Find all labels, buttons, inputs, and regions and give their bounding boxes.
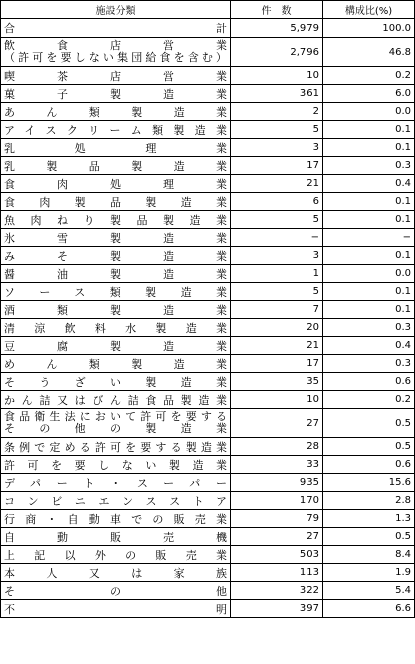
table-row — [1, 355, 415, 373]
ratio-cell: 1.9 — [323, 564, 415, 582]
table-row — [1, 528, 415, 546]
facility-name-cell: デパート・スーパー — [1, 474, 231, 492]
count-cell: 3 — [231, 139, 323, 157]
count-cell: 3 — [231, 247, 323, 265]
ratio-cell: 2.8 — [323, 492, 415, 510]
count-cell: 21 — [231, 337, 323, 355]
count-cell: 5 — [231, 283, 323, 301]
count-cell: 27 — [231, 409, 323, 438]
header-facility: 施設分類 — [1, 1, 231, 19]
table-row — [1, 121, 415, 139]
facility-name-cell: ソース類製造業 — [1, 283, 231, 301]
count-cell: 1 — [231, 265, 323, 283]
ratio-cell: 0.5 — [323, 528, 415, 546]
count-cell: 5 — [231, 121, 323, 139]
facility-name-cell: 菓子製造業 — [1, 85, 231, 103]
header-ratio: 構成比(%) — [323, 1, 415, 19]
table-row — [1, 103, 415, 121]
ratio-cell: 0.5 — [323, 409, 415, 438]
count-cell: 5,979 — [231, 19, 323, 38]
facility-name-cell: 氷雪製造業 — [1, 229, 231, 247]
ratio-cell: 0.3 — [323, 157, 415, 175]
facility-name-cell: 条例で定める許可を要する製造業 — [1, 438, 231, 456]
ratio-cell: − — [323, 229, 415, 247]
ratio-cell: 0.4 — [323, 175, 415, 193]
facility-name-cell: あん類製造業 — [1, 103, 231, 121]
table-body — [1, 19, 415, 618]
table-row — [1, 301, 415, 319]
count-cell: 7 — [231, 301, 323, 319]
ratio-cell: 0.3 — [323, 355, 415, 373]
table-row — [1, 391, 415, 409]
table-row — [1, 247, 415, 265]
table-row — [1, 85, 415, 103]
facility-name-cell: かん詰又はびん詰食品製造業 — [1, 391, 231, 409]
ratio-cell: 0.4 — [323, 337, 415, 355]
ratio-cell: 8.4 — [323, 546, 415, 564]
count-cell: 17 — [231, 157, 323, 175]
count-cell: 322 — [231, 582, 323, 600]
ratio-cell: 0.6 — [323, 373, 415, 391]
table-row — [1, 19, 415, 38]
table-row — [1, 38, 415, 67]
count-cell: 10 — [231, 67, 323, 85]
count-cell: 397 — [231, 600, 323, 618]
facility-name-cell: 魚肉ねり製品製造業 — [1, 211, 231, 229]
count-cell: 20 — [231, 319, 323, 337]
table-row — [1, 193, 415, 211]
count-cell: 33 — [231, 456, 323, 474]
table-row — [1, 564, 415, 582]
table-row — [1, 600, 415, 618]
ratio-cell: 0.2 — [323, 67, 415, 85]
facility-name-cell: その他 — [1, 582, 231, 600]
ratio-cell: 0.0 — [323, 103, 415, 121]
table-row — [1, 157, 415, 175]
count-cell: 113 — [231, 564, 323, 582]
facility-name-cell: 乳製品製造業 — [1, 157, 231, 175]
count-cell: 35 — [231, 373, 323, 391]
ratio-cell: 0.6 — [323, 456, 415, 474]
ratio-cell: 0.1 — [323, 247, 415, 265]
count-cell: 10 — [231, 391, 323, 409]
table-row — [1, 265, 415, 283]
table-row — [1, 474, 415, 492]
facility-name-cell: 合計 — [1, 19, 231, 38]
ratio-cell: 6.6 — [323, 600, 415, 618]
table-row — [1, 175, 415, 193]
facility-name-cell: 許可を要しない製造業 — [1, 456, 231, 474]
ratio-cell: 46.8 — [323, 38, 415, 67]
facility-name-cell: 行商・自動車での販売業 — [1, 510, 231, 528]
count-cell: 27 — [231, 528, 323, 546]
ratio-cell: 0.0 — [323, 265, 415, 283]
count-cell: 2 — [231, 103, 323, 121]
ratio-cell: 6.0 — [323, 85, 415, 103]
table-row — [1, 510, 415, 528]
facility-name-cell: 醤油製造業 — [1, 265, 231, 283]
ratio-cell: 0.1 — [323, 193, 415, 211]
ratio-cell: 0.2 — [323, 391, 415, 409]
facility-name-cell: 不明 — [1, 600, 231, 618]
facility-name-cell: コンビニエンスストア — [1, 492, 231, 510]
ratio-cell: 0.1 — [323, 211, 415, 229]
count-cell: 935 — [231, 474, 323, 492]
table-row — [1, 337, 415, 355]
facility-name-cell: アイスクリーム類製造業 — [1, 121, 231, 139]
ratio-cell: 0.1 — [323, 121, 415, 139]
table-row — [1, 229, 415, 247]
table-row — [1, 582, 415, 600]
ratio-cell: 5.4 — [323, 582, 415, 600]
count-cell: − — [231, 229, 323, 247]
ratio-cell: 0.1 — [323, 139, 415, 157]
table-row — [1, 492, 415, 510]
count-cell: 5 — [231, 211, 323, 229]
count-cell: 21 — [231, 175, 323, 193]
table-row — [1, 319, 415, 337]
count-cell: 503 — [231, 546, 323, 564]
ratio-cell: 0.1 — [323, 283, 415, 301]
count-cell: 79 — [231, 510, 323, 528]
ratio-cell: 0.1 — [323, 301, 415, 319]
facility-name-cell: 本人又は家族 — [1, 564, 231, 582]
count-cell: 170 — [231, 492, 323, 510]
table-row — [1, 456, 415, 474]
ratio-cell: 0.5 — [323, 438, 415, 456]
count-cell: 17 — [231, 355, 323, 373]
facility-name-cell: 豆腐製造業 — [1, 337, 231, 355]
table-row — [1, 283, 415, 301]
header-row — [1, 1, 415, 19]
facility-name-cell: 清涼飲料水製造業 — [1, 319, 231, 337]
facility-name-cell: 喫茶店営業 — [1, 67, 231, 85]
facility-name-cell: 自動販売機 — [1, 528, 231, 546]
facility-name-cell: 食肉製品製造業 — [1, 193, 231, 211]
table-row — [1, 546, 415, 564]
facility-name-cell: 飲食店営業 （許可を要しない集団給食を含む） — [1, 38, 231, 67]
ratio-cell: 1.3 — [323, 510, 415, 528]
facility-name-cell: めん類製造業 — [1, 355, 231, 373]
facility-name-cell: 上記以外の販売業 — [1, 546, 231, 564]
count-cell: 2,796 — [231, 38, 323, 67]
facility-name-cell: 乳処理業 — [1, 139, 231, 157]
facility-name-cell: 食品衛生法において許可を要する その他の製造業 — [1, 409, 231, 438]
count-cell: 28 — [231, 438, 323, 456]
table-row — [1, 373, 415, 391]
ratio-cell: 100.0 — [323, 19, 415, 38]
ratio-cell: 0.3 — [323, 319, 415, 337]
table-row — [1, 438, 415, 456]
table-row — [1, 67, 415, 85]
facility-name-cell: 食肉処理業 — [1, 175, 231, 193]
table-row — [1, 139, 415, 157]
count-cell: 6 — [231, 193, 323, 211]
table-row — [1, 211, 415, 229]
facility-name-cell: みそ製造業 — [1, 247, 231, 265]
count-cell: 361 — [231, 85, 323, 103]
facility-name-cell: そうざい製造業 — [1, 373, 231, 391]
facility-name-cell: 酒類製造業 — [1, 301, 231, 319]
table-row — [1, 409, 415, 438]
header-count: 件 数 — [231, 1, 323, 19]
ratio-cell: 15.6 — [323, 474, 415, 492]
